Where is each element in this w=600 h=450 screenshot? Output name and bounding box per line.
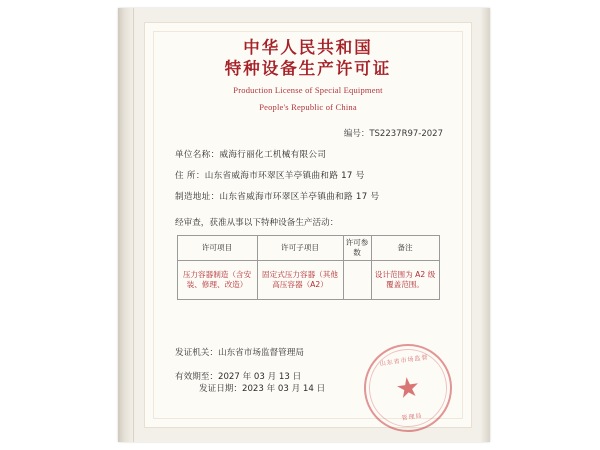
manufacture-value: 山东省威海市环翠区羊亭镇曲和路 17 号 [219,192,380,202]
issuer-line [165,346,451,358]
table-row [177,261,439,300]
certificate-content [165,37,451,415]
binding-crease [133,8,134,442]
seal-top-text: 山东省市场监督 [379,353,429,368]
cell-subitem: 固定式压力容器（其他高压容器（A2） [257,261,343,300]
valid-value: 2027 年 03 月 13 日 [217,372,302,382]
address-value: 山东省威海市环翠区羊亭镇曲和路 17 号 [204,171,365,181]
seal-bottom-text: 管理局 [401,412,423,423]
company-value: 威海行丽化工机械有限公司 [219,150,327,160]
certificate-page [118,8,490,442]
valid-label: 有效期至： [175,372,218,382]
table-header-subitem: 许可子项目 [257,236,343,261]
table-header-item: 许可项目 [177,236,257,261]
field-company [165,148,451,160]
certificate-panel [144,22,472,428]
title-cn-line1: 中华人民共和国 [243,38,373,57]
issue-label: 发证日期： [199,384,242,394]
issue-date [199,382,325,394]
table-header-param: 许可参数 [343,236,371,261]
cell-item: 压力容器制造（含安装、修理、改造） [177,261,257,300]
cell-remark: 设计范围为 A2 级覆盖范围。 [371,261,439,300]
permission-table [177,235,440,300]
table-header-row [177,236,439,261]
issuer-value: 山东省市场监督管理局 [217,348,304,358]
date-row [165,370,451,394]
manufacture-label: 制造地址： [175,192,220,202]
approval-text: 经审查，获准从事以下特种设备生产活动： [175,218,339,228]
title-en-line1: Production License of Special Equipment [233,85,383,95]
title-en-line2: People's Republic of China [259,102,357,112]
book-binding [118,8,134,442]
cell-param [343,261,371,300]
field-address [165,169,451,181]
page-right-edge [480,8,490,442]
valid-until [175,370,301,382]
issuer-label: 发证机关： [175,348,218,358]
company-label: 单位名称： [175,150,220,160]
table-header-remark: 备注 [371,236,439,261]
field-manufacture-address [165,190,451,202]
title-cn-line2: 特种设备生产许可证 [224,59,392,78]
address-label: 住 所： [175,171,205,181]
issue-value: 2023 年 03 月 14 日 [241,384,326,394]
certificate-number: 编号：TS2237R97-2027 [343,129,443,139]
